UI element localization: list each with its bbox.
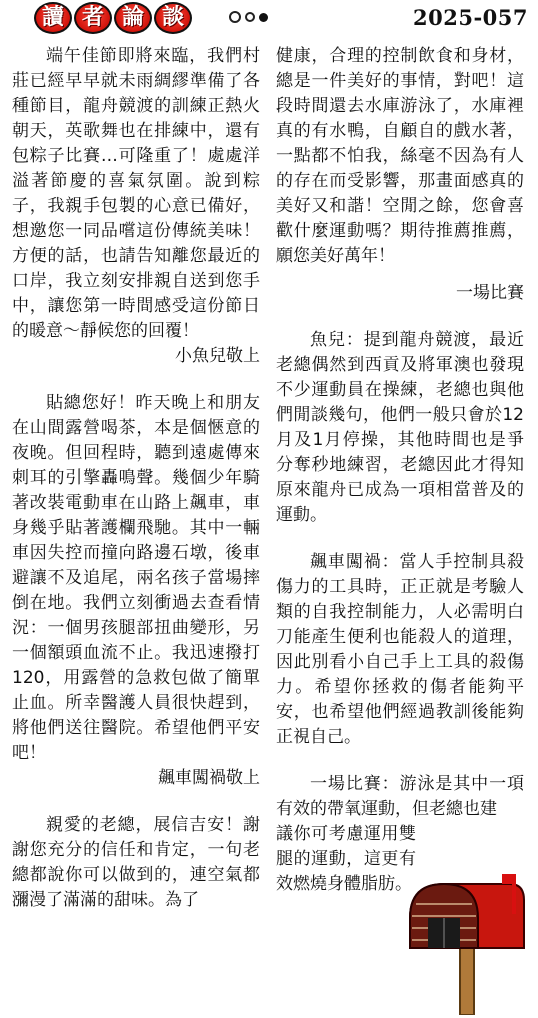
circle-icon	[229, 11, 241, 23]
filled-circle-icon	[259, 13, 268, 22]
right-column	[276, 44, 524, 897]
letter-1-signature: 小魚兒敬上	[175, 346, 260, 366]
decorative-dots	[229, 11, 268, 23]
title-char-badge: 讀	[34, 2, 72, 34]
editor-reply-3-end: 議你可考慮運用雙腿的運動，這更有效燃燒身體脂肪。	[276, 824, 416, 894]
circle-icon	[245, 12, 255, 22]
title-char-badge: 論	[114, 2, 152, 34]
column-header	[0, 0, 538, 36]
reader-letter-2: 貼總您好！昨天晚上和朋友在山間露營喝茶，本是個愜意的夜晚。但回程時，聽到遠處傳來刺耳的引擎轟鳴聲。幾個少年騎著改裝電動車在山路上飆車，車身幾乎貼著護欄飛馳。其中一輛車因失控而撞向路邊石墩，後車避讓不及追尾，兩名孩子當場摔倒在地。我們立刻衝過去查看情況：一個男孩腿部扭曲變形，另一個額頭血流不止。我迅速撥打120，用露營的急救包做了簡單止血。所幸醫護人員很快趕到，將他們送往醫院。希望他們平安吧！	[12, 393, 260, 763]
title-char-badge: 者	[74, 2, 112, 34]
mailbox-icon	[402, 870, 528, 1015]
title-char-badge: 談	[154, 2, 192, 34]
letter-3-signature: 一場比賽	[456, 283, 524, 303]
column-title	[34, 2, 192, 34]
reader-letter-3: 親愛的老總，展信吉安！謝謝您充分的信任和肯定，一句老總都說你可以做到的，連空氣都瀰漫了滿滿的甜味。為了	[12, 815, 260, 910]
letter-2-signature: 飆車闖禍敬上	[158, 768, 260, 788]
left-column	[12, 44, 260, 913]
editor-reply-2: 飆車闖禍：當人手控制具殺傷力的工具時，正正就是考驗人類的自我控制能力，人必需明白刀能產生便利也能殺人的道理，因此別看小自己手上工具的殺傷力。希望你拯救的傷者能夠平安，也希望他們經過教訓後能夠正視自己。	[276, 552, 524, 747]
editor-reply-1: 魚兒：提到龍舟競渡，最近老總偶然到西貢及將軍澳也發現不少運動員在操練，老總也與他們閒談幾句，他們一般只會於12月及1月停操，其他時間也是爭分奪秒地練習，老總因此才得知原來龍舟已成為一項相當普及的運動。	[276, 330, 524, 525]
editor-reply-3: 一場比賽：游泳是其中一項有效的帶氧運動，但老總也建	[276, 774, 524, 819]
reader-letter-1: 端午佳節即將來臨，我們村莊已經早早就未雨綢繆準備了各種節目，龍舟競渡的訓練正熱火朝天，英歌舞也在排練中，還有包粽子比賽…可隆重了！處處洋溢著節慶的喜氣氛圍。說到粽子，我親手包製的心意已備好，想邀您一同品嚐這份傳統美味！方便的話，也請告知離您最近的口岸，我立刻安排親自送到您手中，讓您第一時間感受這份節日的暖意～靜候您的回覆！	[12, 46, 260, 341]
issue-number: 2025-057	[413, 5, 528, 30]
reader-letter-3-continued: 健康，合理的控制飲食和身材，總是一件美好的事情，對吧！這段時間還去水庫游泳了，水庫裡真的有水鴨，自顧自的戲水著，一點都不怕我，絲毫不因為有人的存在而受影響，那畫面感真的美好又和諧！空閒之餘，您會喜歡什麼運動嗎？期待推薦推薦，願您美好萬年！	[276, 46, 524, 266]
